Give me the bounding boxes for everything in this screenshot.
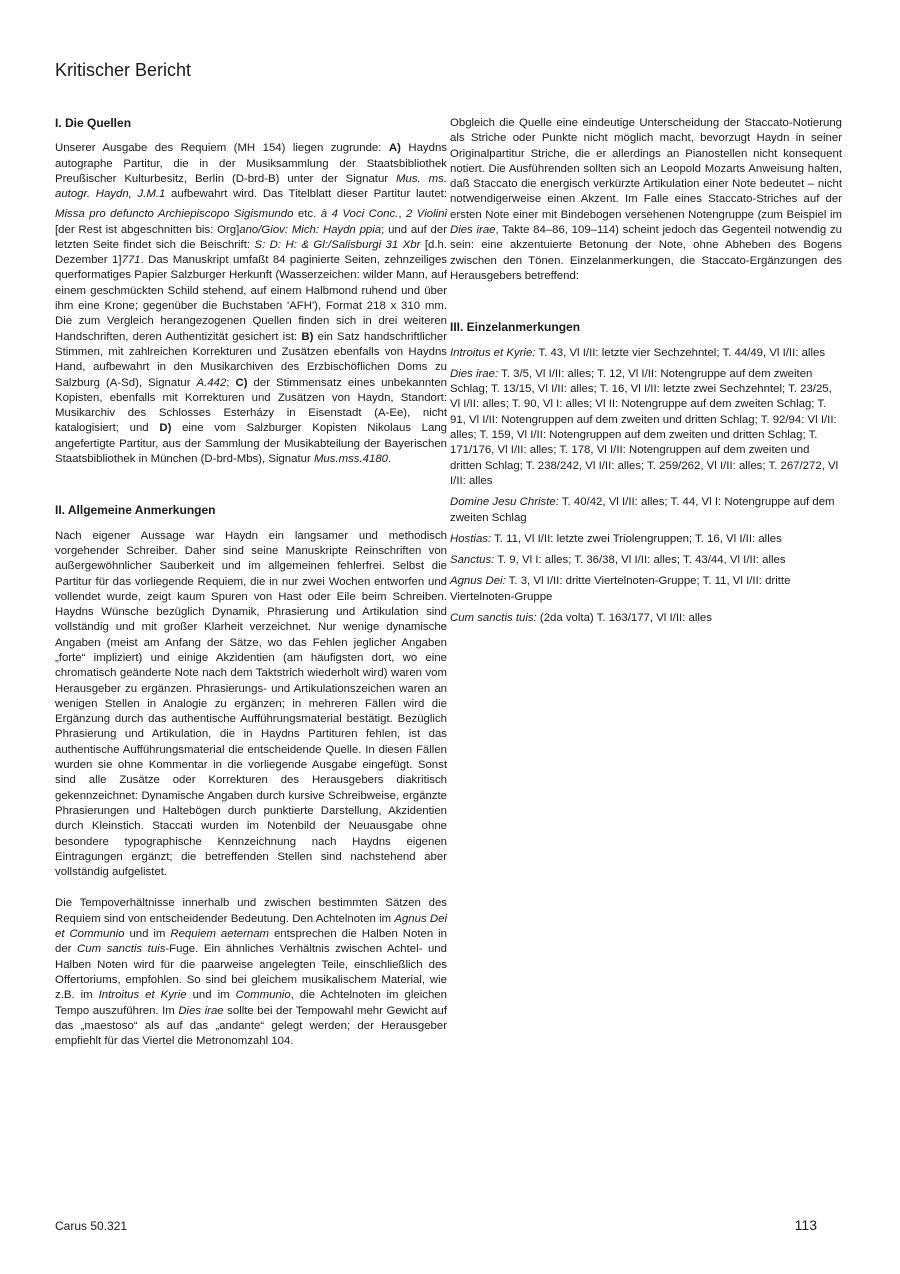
publisher-catalog-number: Carus 50.321: [55, 1219, 128, 1233]
note-text: T. 40/42, Vl I/II: alles; T. 44, Vl I: Notengruppe auf dem zweiten Schlag: [450, 496, 835, 524]
note-work-title: Hostias:: [450, 532, 492, 545]
text-run: , Takte 84–86, 109–114) scheint jedoch das Gegenteil notwendig zu sein: eine akzentuierte Betonung der Note, ohne Abheben des Bogens zwischen den Tönen. Einzelanmerkungen, die Staccato-Ergänzungen des Herausgebers betreffend:: [450, 224, 842, 282]
text-run: Requiem aeternam: [170, 928, 270, 941]
text-run: Obgleich die Quelle eine eindeutige Unterscheidung der Staccato-Notierung als Striche oder Punkte nicht möglich macht, bevorzugt Haydn in seiner Originalpartitur Striche, die er allerdings an Pianostellen nicht konsequent notiert. Die Ausführenden sollten sich an Leopold Mozarts Anweisung halten, daß Staccato die energisch verkürzte Artikulation einer Note bedeutet – nicht notwendigerweise einen Akzent. Im Falle eines Staccato-Striches auf der ersten Note einer mit Bindebogen versehenen Notengruppe (zum Beispiel im: [450, 117, 842, 221]
text-run: Missa pro defuncto Archiepiscopo Sigismundo: [55, 208, 294, 221]
text-run: ;: [226, 376, 236, 389]
text-run: entsprechen die Halben Noten in der: [55, 928, 447, 956]
page-number: 113: [794, 1217, 817, 1233]
right-column: [450, 116, 842, 632]
page-title: Kritischer Bericht: [55, 60, 192, 80]
text-run: und im: [124, 928, 171, 941]
text-run: D): [159, 422, 172, 435]
text-run: 2 Violini: [406, 208, 447, 221]
text-run: S: D: H: & Gl:/Salisburgi 31 Xbr: [254, 238, 421, 251]
text-run: [d.h. Dezember 1]: [55, 238, 447, 267]
text-run: A.442: [196, 376, 227, 389]
text-run: Dies irae: [450, 224, 496, 237]
text-run: eine vom Salzburger Kopisten Nikolaus Lang angefertigte Partitur, aus der Sammlung der Musikabteilung der Bayerischen Staatsbibliothek in München (D-brd-Mbs), Signatur: [55, 422, 448, 466]
note-text: T. 9, Vl I: alles; T. 36/38, Vl I/II: alles; T. 43/44, Vl I/II: alles: [494, 554, 786, 567]
text-run: , die Achtelnoten im gleichen Tempo auszuführen. Im: [55, 989, 447, 1017]
text-run: Mus. ms. autogr. Haydn, J.M.1: [55, 172, 447, 201]
text-run: ,: [398, 208, 406, 221]
note-text: T. 3/5, Vl I/II: alles; T. 12, Vl I/II: Notengruppe auf dem zweiten Schlag; T. 13/15, Vl I/II: alles; T. 16, Vl I/II: letzte zwei Sechzehntel; T. 23/25, Vl I/II: alles; T. 90, Vl I: alles; Vl II: Notengruppe auf dem zweiten Schlag; T. 91, Vl I/II: Notengruppen auf dem zweiten und dritten Schlag; T. 92/94: Vl I/II: alles; T. 159, Vl I/II: Notengruppen auf dem zweiten und dritten Schlag; T. 171/176, Vl I/II: alles; T. 178, Vl I/II: Notengruppen auf dem zweiten und dritten Schlag; T. 238/242, Vl I/II: alles; T. 259/262, Vl I/II: alles; T. 267/272, Vl I/II: alles: [450, 367, 839, 487]
general-paragraph-1: [55, 529, 447, 881]
note-work-title: Domine Jesu Christe:: [450, 496, 559, 509]
note-work-title: Agnus Dei:: [450, 575, 506, 588]
text-run: aufbewahrt wird. Das Titelblatt dieser Partitur lautet:: [165, 188, 447, 201]
text-run: ein Satz handschriftlicher Stimmen, mit zahlreichen Korrekturen und Zusätzen ebenfalls von Haydns Hand, aufbewahrt in den Musikarchiven des Erzbischöflichen Doms zu Salzburg (A-Sd), Signatur: [55, 330, 447, 389]
note-text: (2da volta) T. 163/177, Vl I/II: alles: [536, 612, 712, 625]
note-text: T. 3, Vl I/II: dritte Viertelnoten-Gruppe; T. 11, Vl I/II: dritte Viertelnoten-Gruppe: [450, 575, 791, 603]
text-run: Mus.mss.4180: [313, 453, 389, 466]
general-paragraph-2: [55, 896, 447, 1049]
section-heading-details: III. Einzelanmerkungen: [450, 320, 581, 335]
section-heading-general: II. Allgemeine Anmerkungen: [55, 503, 216, 518]
text-run: Dies irae: [178, 1004, 224, 1017]
text-run: Nach eigener Aussage war Haydn ein langsamer und methodisch vorgehender Schreiber. Daher sind seine Manuskripte Reinschriften von außergewöhnlicher Sauberkeit und im allgemeinen fehlerfrei. Selbst die Partitur für das vorliegende Requiem, die in nur zwei Wochen entworfen und vollendet wurde, zeigt kaum Spuren von Hast oder Eile beim Schreiben. Haydns Wünsche bezüglich Dynamik, Phrasierung und Artikulation sind vollständig und mit großer Klarheit verzeichnet. Nur wenige dynamische Angaben (meist am Anfang der Sätze, wo das Fehlen jeglicher Angaben „forte“ impliziert) und einige Akzidentien (am häufigsten dort, wo eine chromatisch geänderte Note nach dem Taktstrich wiederholt wird) waren vom Herausgeber zu ergänzen. Phrasierungs- und Artikulationszeichen waren an wenigen Stellen in Analogie zu ergänzen; in mehreren Fällen wird die Ergänzung durch das authentische Aufführungsmaterial bestätigt. Bezüglich Phrasierung und Artikulation, die in Haydns Partituren fehlen, ist das authentische Aufführungsmaterial die entscheidende Quelle. In diesen Fällen wurden sie ohne Kommentar in die vorliegende Ausgabe eingefügt. Sonst sind alle Zusätze oder Korrekturen des Herausgebers diakritisch gekennzeichnet: Dynamische Angaben durch kursive Schreibweise, ergänzte Phrasierungen und Haltebögen durch punktierte Darstellung, Akzidentien durch Kleinstich. Staccati wurden im Notenbild der Neuausgabe ohne besondere typographische Kennzeichnung nach Haydns eigenen Eintragungen ergänzt; die betreffenden Stellen sind nachstehend aber vollständig aufgelistet.: [55, 529, 447, 879]
left-column: [55, 116, 447, 1049]
detail-note: [450, 346, 842, 361]
text-run: Cum sanctis tuis: [77, 943, 166, 956]
text-run: ano/Giov: Mich: Haydn ppia: [239, 223, 382, 236]
general-paragraph-3: [450, 116, 842, 284]
text-run: B): [301, 330, 314, 343]
text-run: [der Rest ist abgeschnitten bis: Org]: [55, 223, 240, 236]
detail-note: [450, 574, 842, 605]
note-work-title: Cum sanctis tuis:: [450, 612, 537, 625]
text-run: -Fuge. Ein ähnliches Verhältnis zwischen Achtel- und Halben Noten wird für die paarweise angelegten Teile, einschließlich des Offertoriums, empfohlen. So sind bei gleichem musikalischem Material, wie z.B. im: [55, 943, 447, 1002]
note-text: T. 43, Vl I/II: letzte vier Sechzehntel; T. 44/49, Vl I/II: alles: [535, 346, 826, 359]
detail-note: [450, 367, 842, 489]
text-run: Die Tempoverhältnisse innerhalb und zwischen bestimmten Sätzen des Requiem sind von entscheidender Bedeutung. Den Achtelnoten im: [55, 897, 447, 925]
detail-note: [450, 553, 842, 568]
text-run: Agnus Dei et Communio: [55, 912, 448, 941]
text-run: A): [388, 142, 401, 155]
note-work-title: Introitus et Kyrie:: [450, 346, 536, 359]
sources-paragraph: [55, 141, 447, 467]
text-run: .: [388, 453, 392, 466]
text-run: sollte bei der Tempowahl mehr Gewicht auf das „maestoso“ als auf das „andante“ gelegt werden; der Herausgeber empfiehlt für das Viertel die Metronomzahl 104.: [55, 1004, 447, 1048]
note-text: T. 11, Vl I/II: letzte zwei Triolengruppen; T. 16, Vl I/II: alles: [491, 532, 782, 545]
detail-note: [450, 611, 842, 626]
section-heading-sources: I. Die Quellen: [55, 116, 132, 130]
text-run: Haydns autographe Partitur, die in der Musiksammlung der Staatsbibliothek Preußischer Kulturbesitz, Berlin (D-brd-B) unter der Signatur: [55, 142, 447, 185]
note-work-title: Sanctus:: [450, 554, 495, 567]
text-run: C): [235, 376, 248, 389]
note-work-title: Dies irae:: [450, 367, 499, 380]
text-run: Unserer Ausgabe des Requiem (MH 154) liegen zugrunde:: [55, 142, 389, 155]
detail-note: [450, 495, 842, 526]
text-run: der Stimmensatz eines unbekannten Kopisten, ebenfalls mit Korrekturen und Zusätzen von Haydn, Standort: Musikarchiv des Schlosses Esterházy in Eisenstadt (A-Ee), nicht katalogisiert; und: [55, 376, 447, 435]
text-run: Introitus et Kyrie: [98, 989, 187, 1002]
detail-note: [450, 532, 842, 547]
text-run: à 4 Voci Conc.: [320, 208, 399, 221]
text-run: etc.: [293, 208, 321, 221]
detail-notes-list: [450, 346, 842, 627]
text-run: und im: [186, 989, 236, 1002]
text-run: ; und auf der letzten Seite findet sich die Beischrift:: [55, 223, 447, 251]
text-run: Communio: [235, 989, 291, 1002]
text-run: 771: [121, 254, 141, 267]
text-run: . Das Manuskript umfaßt 84 paginierte Seiten, zehnzeiliges querformatiges Papier Salzburger Herkunft (Wasserzeichen: wilder Mann, auf einem geschmückten Schild stehend, auf einem Halbmond ruhend und über ihm eine Krone; gegenüber die Buchstaben 'AFH'), Format 218 x 310 mm. Die zum Vergleich herangezogenen Quellen finden sich in drei weiteren Handschriften, deren Authentizität gesichert ist:: [55, 254, 447, 343]
